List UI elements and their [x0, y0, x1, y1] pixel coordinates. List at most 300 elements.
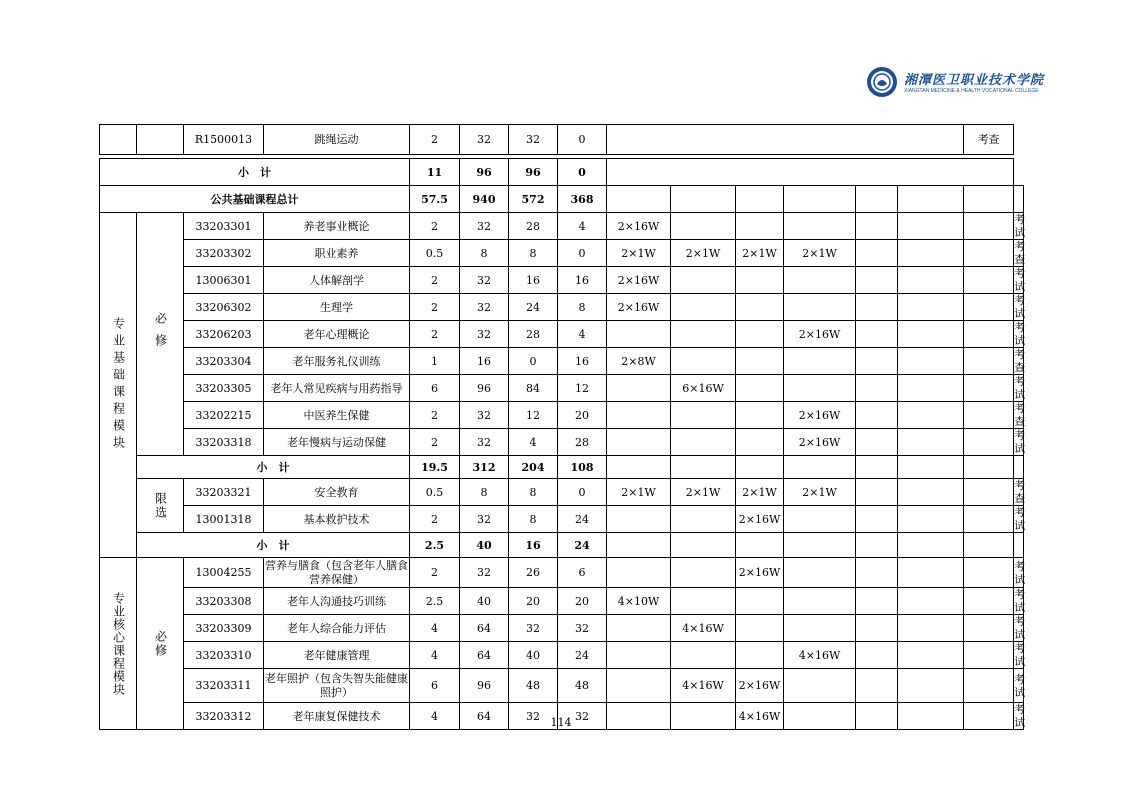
- table-row: [100, 533, 1024, 558]
- course-practice-hours: 32: [558, 703, 607, 730]
- blank-cell: [784, 533, 856, 558]
- course-name: 老年人常见疾病与用药指导: [264, 375, 410, 402]
- table-row: [100, 294, 1024, 321]
- semester-s2-cell: [671, 321, 736, 348]
- course-total-hours: 32: [460, 558, 509, 588]
- course-practice-hours: 24: [558, 506, 607, 533]
- blank-cell: [964, 456, 1014, 479]
- blank-cell: [964, 479, 1014, 506]
- semester-s4-cell: [784, 506, 856, 533]
- course-practice-hours: 8: [558, 294, 607, 321]
- exam-type: 考试: [1014, 669, 1024, 703]
- semester-s2-cell: [671, 506, 736, 533]
- blank-cell: [784, 186, 856, 213]
- blank-cell: [898, 186, 964, 213]
- table-row: [100, 125, 1024, 155]
- blank-cell: [898, 240, 964, 267]
- semester-s1-cell: [607, 669, 671, 703]
- course-name: 老年慢病与运动保健: [264, 429, 410, 456]
- course-theory-hours: 40: [509, 642, 558, 669]
- semester-s1-cell: 2×16W: [607, 213, 671, 240]
- semester-s2-cell: 2×1W: [671, 240, 736, 267]
- course-practice-hours: 0: [558, 479, 607, 506]
- module-label: 专业核心课程模块: [100, 558, 137, 730]
- blank-cell: [671, 186, 736, 213]
- course-code: 33203311: [184, 669, 264, 703]
- course-theory-hours: 0: [509, 348, 558, 375]
- table-row: [100, 479, 1024, 506]
- table-row: [100, 240, 1024, 267]
- course-theory-hours: 84: [509, 375, 558, 402]
- course-total-hours: 64: [460, 615, 509, 642]
- exam-type: 考试: [1014, 375, 1026, 401]
- subtotal-theory-hours: 204: [509, 456, 558, 479]
- course-code: 33203304: [184, 348, 264, 375]
- course-code: 33203318: [184, 429, 264, 456]
- course-total-hours: 8: [460, 240, 509, 267]
- course-practice-hours: 16: [558, 267, 607, 294]
- course-name: 营养与膳食（包含老年人膳食营养保健）: [265, 558, 408, 586]
- course-total-hours: 16: [460, 348, 509, 375]
- blank-cell: [964, 615, 1014, 642]
- course-credit: 2.5: [410, 588, 460, 615]
- page-number: 114: [550, 716, 572, 729]
- subtotal-total-hours: 40: [460, 533, 509, 558]
- blank-cell: [856, 456, 898, 479]
- blank-cell: [856, 294, 898, 321]
- course-theory-hours: 28: [509, 321, 558, 348]
- course-practice-hours: 4: [558, 213, 607, 240]
- blank-cell: [856, 186, 898, 213]
- semester-s4-cell: [784, 213, 856, 240]
- blank-cell: [964, 321, 1014, 348]
- blank-cell: [671, 533, 736, 558]
- course-code: 13001318: [184, 506, 264, 533]
- course-practice-hours: 28: [558, 429, 607, 456]
- course-credit: 1: [410, 348, 460, 375]
- course-practice-hours: 6: [558, 558, 607, 588]
- course-name: 老年心理概论: [264, 321, 410, 348]
- table-row: [100, 267, 1024, 294]
- semester-s4-cell: [784, 588, 856, 615]
- semester-s4-cell: 4×16W: [784, 642, 856, 669]
- semester-s3-cell: [736, 294, 784, 321]
- blank-cell: [964, 186, 1014, 213]
- course-credit: 0.5: [410, 479, 460, 506]
- blank-cell: [736, 186, 784, 213]
- blank-cell: [898, 402, 964, 429]
- blank-cell: [898, 267, 964, 294]
- college-name-en: XIANGTAN MEDICINE & HEALTH VOCATIONAL COLLEGE: [904, 88, 1039, 94]
- blank-cell: [964, 402, 1014, 429]
- table-row: [100, 456, 1024, 479]
- exam-type: 考查: [1014, 348, 1026, 374]
- table-row: [100, 642, 1024, 669]
- blank-cell: [137, 125, 184, 155]
- semester-s4-cell: [784, 669, 856, 703]
- course-total-hours: 40: [460, 588, 509, 615]
- required-label: 必修: [137, 213, 184, 456]
- subtotal-total-hours: 96: [460, 159, 509, 186]
- subtotal-total-hours: 940: [460, 186, 509, 213]
- blank-cell: [856, 615, 898, 642]
- exam-type: 考试: [1014, 642, 1026, 668]
- college-seal-icon: [866, 66, 898, 98]
- blank-cell: [898, 642, 964, 669]
- blank-cell: [784, 456, 856, 479]
- course-theory-hours: 16: [509, 267, 558, 294]
- course-code: 33202215: [184, 402, 264, 429]
- course-credit: 2: [410, 506, 460, 533]
- blank-cell: [898, 669, 964, 703]
- blank-cell: [964, 642, 1014, 669]
- blank-cell: [898, 615, 964, 642]
- course-practice-hours: 20: [558, 588, 607, 615]
- course-credit: 2: [410, 267, 460, 294]
- course-code: 33203321: [184, 479, 264, 506]
- course-practice-hours: 12: [558, 375, 607, 402]
- semester-s1-cell: 2×8W: [607, 348, 671, 375]
- semester-s4-cell: 2×16W: [784, 321, 856, 348]
- table-row: [100, 669, 1024, 703]
- course-code: 33206302: [184, 294, 264, 321]
- semester-s3-cell: [736, 267, 784, 294]
- course-theory-hours: 32: [509, 615, 558, 642]
- course-practice-hours: 20: [558, 402, 607, 429]
- blank-cell: [856, 429, 898, 456]
- exam-type: 考试: [1014, 506, 1026, 532]
- table-row: [100, 321, 1024, 348]
- semester-s1-cell: [607, 506, 671, 533]
- semester-s1-cell: 2×16W: [607, 294, 671, 321]
- subtotal-practice-hours: 108: [558, 456, 607, 479]
- blank-cell: [856, 479, 898, 506]
- blank-cell: [856, 533, 898, 558]
- course-plan-table: [99, 124, 1024, 730]
- course-name: 中医养生保健: [264, 402, 410, 429]
- blank-cell: [856, 558, 898, 588]
- semester-s3-cell: [736, 642, 784, 669]
- blank-cell: [898, 456, 964, 479]
- subtotal-label: 小 计: [137, 456, 410, 479]
- course-credit: 2: [410, 125, 460, 155]
- blank-cell: [856, 321, 898, 348]
- semester-s1-cell: 2×1W: [607, 479, 671, 506]
- table-row: [100, 213, 1024, 240]
- semester-s3-cell: 2×1W: [736, 240, 784, 267]
- subtotal-theory-hours: 572: [509, 186, 558, 213]
- course-name: 老年人沟通技巧训练: [264, 588, 410, 615]
- blank-cell: [964, 506, 1014, 533]
- course-name: 老年照护（包含失智失能健康照护）: [264, 669, 410, 703]
- blank-cell: [964, 375, 1014, 402]
- course-theory-hours: 48: [509, 669, 558, 703]
- blank-cell: [671, 456, 736, 479]
- college-name-cn: 湘潭医卫职业技术学院: [904, 73, 1045, 88]
- course-credit: 6: [410, 669, 460, 703]
- course-code: 33203309: [184, 615, 264, 642]
- semester-s1-cell: 2×1W: [607, 240, 671, 267]
- merged-blank-cell: [607, 125, 964, 155]
- semester-s2-cell: 2×1W: [671, 479, 736, 506]
- course-name: 安全教育: [264, 479, 410, 506]
- semester-s2-cell: [671, 402, 736, 429]
- course-code: 33203308: [184, 588, 264, 615]
- course-credit: 4: [410, 703, 460, 730]
- blank-cell: [964, 294, 1014, 321]
- course-name: 基本救护技术: [264, 506, 410, 533]
- semester-s3-cell: [736, 375, 784, 402]
- subtotal-credit: 11: [410, 159, 460, 186]
- course-name: 老年康复保健技术: [264, 703, 410, 730]
- exam-type: 考试: [1014, 588, 1026, 614]
- semester-s2-cell: 4×16W: [671, 615, 736, 642]
- blank-cell: [898, 294, 964, 321]
- blank-cell: [964, 267, 1014, 294]
- semester-s1-cell: 4×10W: [607, 588, 671, 615]
- course-theory-hours: 32: [509, 703, 558, 730]
- blank-cell: [856, 375, 898, 402]
- merged-blank-cell: [607, 159, 1014, 186]
- exam-type: 考试: [1014, 615, 1026, 641]
- course-theory-hours: 32: [509, 125, 558, 155]
- table-row: [100, 558, 1024, 588]
- table-row: [100, 159, 1024, 186]
- course-code: 33203312: [184, 703, 264, 730]
- blank-cell: [898, 348, 964, 375]
- semester-s3-cell: [736, 348, 784, 375]
- semester-s1-cell: [607, 429, 671, 456]
- course-total-hours: 32: [460, 267, 509, 294]
- semester-s2-cell: [671, 429, 736, 456]
- semester-s4-cell: [784, 348, 856, 375]
- course-credit: 6: [410, 375, 460, 402]
- semester-s3-cell: 4×16W: [736, 703, 784, 730]
- exam-type: 考试: [1014, 703, 1026, 729]
- semester-s2-cell: 6×16W: [671, 375, 736, 402]
- blank-cell: [898, 213, 964, 240]
- table-row: [100, 506, 1024, 533]
- semester-s3-cell: [736, 213, 784, 240]
- blank-cell: [856, 588, 898, 615]
- course-name: 人体解剖学: [264, 267, 410, 294]
- semester-s4-cell: [784, 375, 856, 402]
- course-credit: 4: [410, 615, 460, 642]
- course-practice-hours: 48: [558, 669, 607, 703]
- subtotal-practice-hours: 24: [558, 533, 607, 558]
- course-credit: 2: [410, 294, 460, 321]
- course-theory-hours: 8: [509, 506, 558, 533]
- blank-cell: [898, 533, 964, 558]
- exam-type: 考查: [1014, 240, 1026, 266]
- course-name: 老年健康管理: [264, 642, 410, 669]
- blank-cell: [856, 213, 898, 240]
- blank-cell: [898, 588, 964, 615]
- exam-type: 考试: [1014, 294, 1026, 320]
- semester-s1-cell: [607, 375, 671, 402]
- semester-s2-cell: [671, 267, 736, 294]
- subtotal-theory-hours: 16: [509, 533, 558, 558]
- required-label: 必修: [137, 558, 184, 730]
- blank-cell: [856, 240, 898, 267]
- course-theory-hours: 8: [509, 479, 558, 506]
- semester-s3-cell: 2×16W: [736, 669, 784, 703]
- semester-s3-cell: 2×1W: [736, 479, 784, 506]
- blank-cell: [856, 348, 898, 375]
- semester-s2-cell: [671, 213, 736, 240]
- semester-s1-cell: 2×16W: [607, 267, 671, 294]
- course-credit: 2: [410, 321, 460, 348]
- course-name: 生理学: [264, 294, 410, 321]
- exam-type: 考查: [1014, 479, 1026, 505]
- table-row: [100, 588, 1024, 615]
- semester-s4-cell: [784, 294, 856, 321]
- elective-label: 限选: [137, 479, 184, 533]
- course-credit: 2: [410, 213, 460, 240]
- blank-cell: [898, 429, 964, 456]
- exam-type: 考查: [964, 125, 1014, 155]
- subtotal-theory-hours: 96: [509, 159, 558, 186]
- course-total-hours: 32: [460, 294, 509, 321]
- blank-cell: [856, 642, 898, 669]
- blank-cell: [964, 240, 1014, 267]
- blank-cell: [856, 402, 898, 429]
- semester-s2-cell: [671, 588, 736, 615]
- course-total-hours: 32: [460, 125, 509, 155]
- college-logo-header: [866, 66, 1056, 102]
- blank-cell: [964, 429, 1014, 456]
- blank-cell: [856, 669, 898, 703]
- subtotal-practice-hours: 0: [558, 159, 607, 186]
- semester-s1-cell: [607, 615, 671, 642]
- course-practice-hours: 4: [558, 321, 607, 348]
- semester-s3-cell: 2×16W: [736, 506, 784, 533]
- semester-s4-cell: 2×1W: [784, 479, 856, 506]
- semester-s3-cell: [736, 429, 784, 456]
- blank-cell: [607, 186, 671, 213]
- course-practice-hours: 16: [558, 348, 607, 375]
- semester-s4-cell: [784, 267, 856, 294]
- course-total-hours: 32: [460, 506, 509, 533]
- semester-s3-cell: [736, 321, 784, 348]
- blank-cell: [964, 588, 1014, 615]
- semester-s4-cell: [784, 558, 856, 588]
- subtotal-credit: 19.5: [410, 456, 460, 479]
- table-row: [100, 402, 1024, 429]
- subtotal-credit: 57.5: [410, 186, 460, 213]
- table-row: [100, 615, 1024, 642]
- semester-s4-cell: [784, 615, 856, 642]
- semester-s1-cell: [607, 558, 671, 588]
- course-code: R1500013: [184, 125, 264, 155]
- course-code: 33206203: [184, 321, 264, 348]
- course-code: 33203310: [184, 642, 264, 669]
- course-total-hours: 8: [460, 479, 509, 506]
- course-name: 养老事业概论: [264, 213, 410, 240]
- exam-type: 考试: [1014, 321, 1026, 347]
- course-name: 跳绳运动: [264, 125, 410, 155]
- blank-cell: [898, 375, 964, 402]
- blank-cell: [1014, 186, 1024, 213]
- semester-s2-cell: [671, 348, 736, 375]
- table-row: [100, 429, 1024, 456]
- blank-cell: [964, 669, 1014, 703]
- blank-cell: [898, 321, 964, 348]
- course-credit: 2: [410, 402, 460, 429]
- course-name: 老年服务礼仪训练: [264, 348, 410, 375]
- blank-cell: [856, 267, 898, 294]
- subtotal-label: 小 计: [100, 159, 410, 186]
- blank-cell: [1014, 533, 1024, 558]
- module-label: 专业基础课程模块: [100, 213, 137, 558]
- semester-s2-cell: 4×16W: [671, 669, 736, 703]
- course-theory-hours: 26: [509, 558, 558, 588]
- course-name: 职业素养: [264, 240, 410, 267]
- semester-s3-cell: [736, 588, 784, 615]
- total-label: 公共基础课程总计: [100, 186, 410, 213]
- course-total-hours: 32: [460, 321, 509, 348]
- blank-cell: [856, 506, 898, 533]
- blank-cell: [1014, 456, 1024, 479]
- blank-cell: [607, 533, 671, 558]
- semester-s2-cell: [671, 642, 736, 669]
- semester-s3-cell: [736, 402, 784, 429]
- subtotal-total-hours: 312: [460, 456, 509, 479]
- course-credit: 2: [410, 558, 460, 588]
- blank-cell: [964, 213, 1014, 240]
- exam-type: 考试: [1014, 267, 1026, 293]
- exam-type: 考查: [1014, 402, 1026, 428]
- semester-s4-cell: 2×16W: [784, 429, 856, 456]
- semester-s2-cell: [671, 558, 736, 588]
- course-practice-hours: 32: [558, 615, 607, 642]
- course-credit: 2: [410, 429, 460, 456]
- semester-s4-cell: 2×1W: [784, 240, 856, 267]
- course-theory-hours: 20: [509, 588, 558, 615]
- blank-cell: [736, 456, 784, 479]
- course-total-hours: 32: [460, 429, 509, 456]
- course-theory-hours: 24: [509, 294, 558, 321]
- course-total-hours: 96: [460, 669, 509, 703]
- semester-s3-cell: 2×16W: [736, 558, 784, 588]
- course-total-hours: 64: [460, 642, 509, 669]
- course-practice-hours: 0: [558, 240, 607, 267]
- course-code: 33203302: [184, 240, 264, 267]
- blank-cell: [607, 456, 671, 479]
- semester-s3-cell: [736, 615, 784, 642]
- course-theory-hours: 28: [509, 213, 558, 240]
- semester-s1-cell: [607, 321, 671, 348]
- blank-cell: [100, 125, 137, 155]
- blank-cell: [898, 506, 964, 533]
- subtotal-credit: 2.5: [410, 533, 460, 558]
- course-theory-hours: 8: [509, 240, 558, 267]
- semester-s2-cell: [671, 294, 736, 321]
- course-code: 33203305: [184, 375, 264, 402]
- course-total-hours: 64: [460, 703, 509, 730]
- blank-cell: [964, 533, 1014, 558]
- subtotal-practice-hours: 368: [558, 186, 607, 213]
- subtotal-label: 小 计: [137, 533, 410, 558]
- semester-s1-cell: [607, 642, 671, 669]
- blank-cell: [898, 558, 964, 588]
- blank-cell: [898, 479, 964, 506]
- course-total-hours: 32: [460, 402, 509, 429]
- course-practice-hours: 0: [558, 125, 607, 155]
- exam-type: 考试: [1014, 213, 1026, 239]
- course-credit: 4: [410, 642, 460, 669]
- exam-type: 考试: [1014, 429, 1026, 455]
